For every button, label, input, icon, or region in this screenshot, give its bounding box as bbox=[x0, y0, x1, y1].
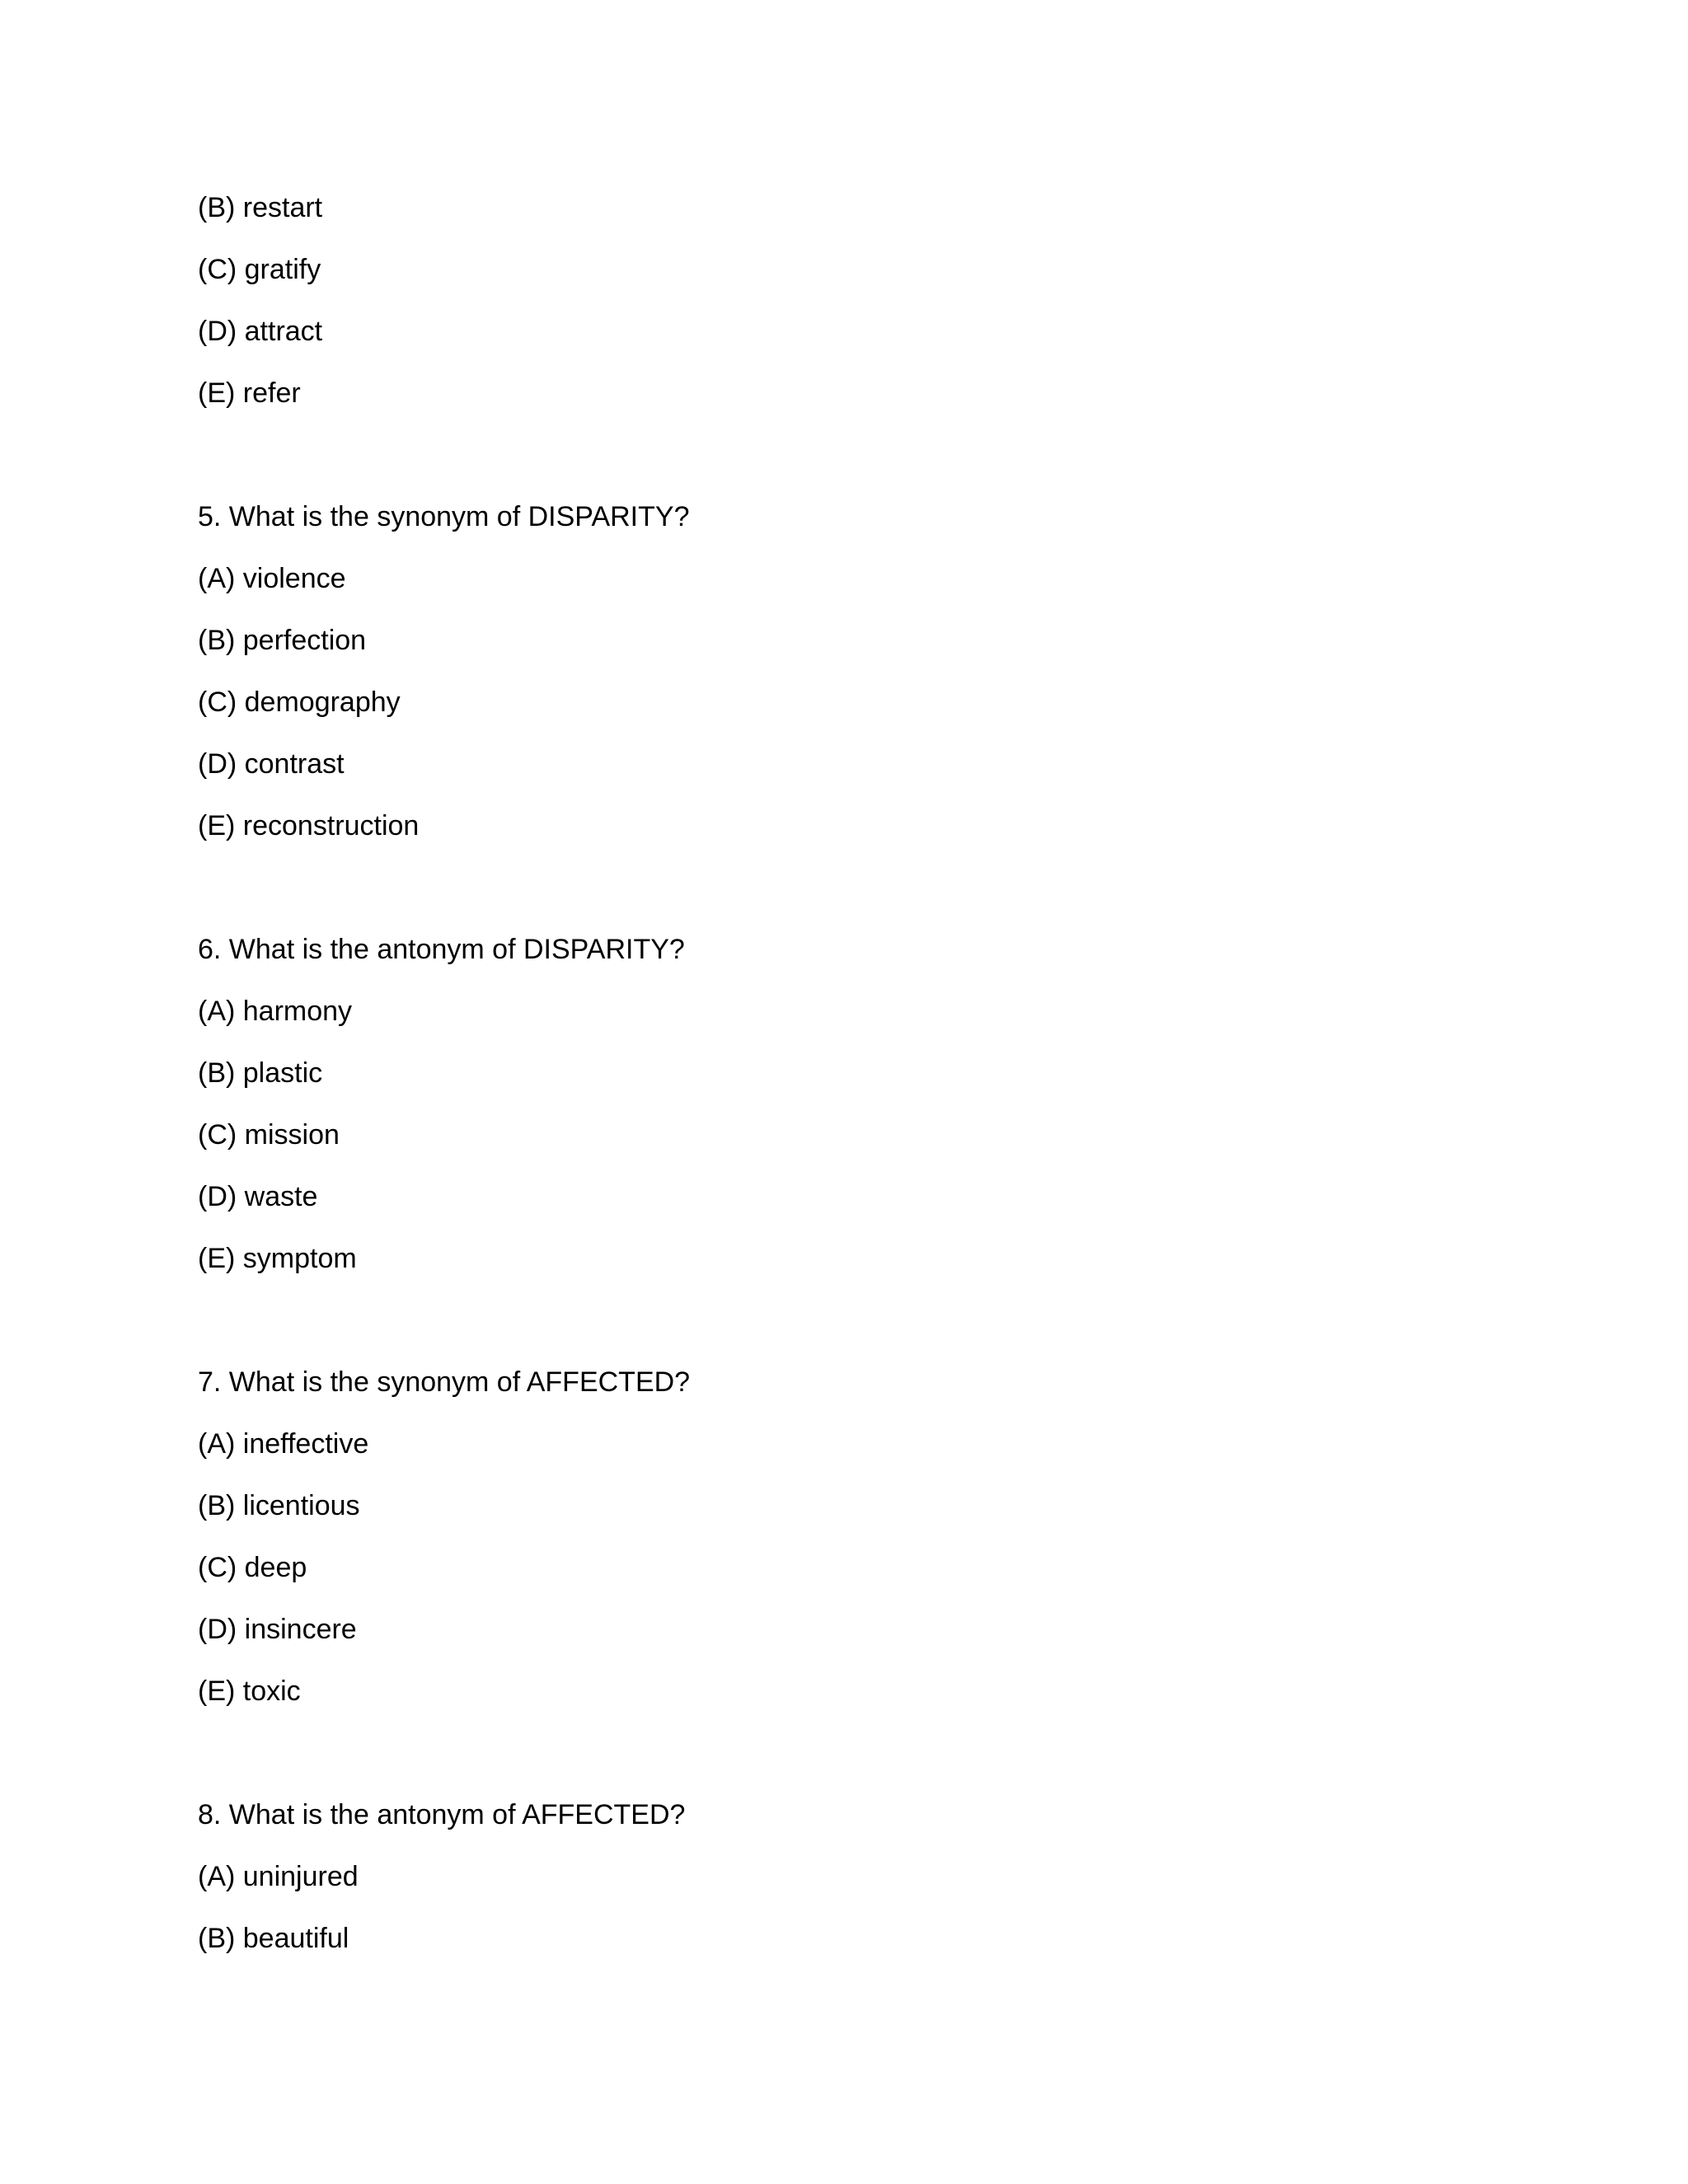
question-gap bbox=[198, 1736, 1484, 1798]
option-line: (A) violence bbox=[198, 563, 346, 594]
option-line: (D) contrast bbox=[198, 748, 345, 780]
option-line: (E) toxic bbox=[198, 1675, 301, 1707]
option-line: (B) licentious bbox=[198, 1490, 360, 1521]
option-line: (D) attract bbox=[198, 316, 323, 347]
option-line: (B) perfection bbox=[198, 625, 367, 656]
option-line: (C) demography bbox=[198, 687, 401, 718]
question-prompt: 6. What is the antonym of DISPARITY? bbox=[198, 934, 685, 965]
option-line: (D) waste bbox=[198, 1181, 318, 1212]
continued-options-list bbox=[198, 191, 1484, 410]
option-line: (C) gratify bbox=[198, 254, 321, 285]
question-prompt: 8. What is the antonym of AFFECTED? bbox=[198, 1799, 686, 1830]
option-line: (B) beautiful bbox=[198, 1923, 349, 1954]
option-line: (C) deep bbox=[198, 1552, 307, 1583]
option-line: (E) refer bbox=[198, 377, 301, 409]
question-block-6 bbox=[198, 933, 1484, 1275]
document-content bbox=[198, 191, 1484, 1984]
question-prompt: 7. What is the synonym of AFFECTED? bbox=[198, 1366, 691, 1398]
option-line: (A) uninjured bbox=[198, 1861, 359, 1892]
question-block-5 bbox=[198, 500, 1484, 842]
question-gap bbox=[198, 438, 1484, 500]
question-gap bbox=[198, 1304, 1484, 1366]
option-line: (A) harmony bbox=[198, 996, 353, 1027]
option-line: (D) insincere bbox=[198, 1614, 357, 1645]
question-prompt: 5. What is the synonym of DISPARITY? bbox=[198, 501, 690, 532]
question-gap bbox=[198, 871, 1484, 933]
question-block-8 bbox=[198, 1798, 1484, 1955]
question-block-7 bbox=[198, 1366, 1484, 1708]
option-line: (B) plastic bbox=[198, 1057, 323, 1089]
option-line: (E) reconstruction bbox=[198, 810, 420, 841]
option-line: (C) mission bbox=[198, 1119, 340, 1151]
option-line: (E) symptom bbox=[198, 1243, 357, 1274]
option-line: (A) ineffective bbox=[198, 1428, 369, 1460]
option-line: (B) restart bbox=[198, 192, 323, 223]
